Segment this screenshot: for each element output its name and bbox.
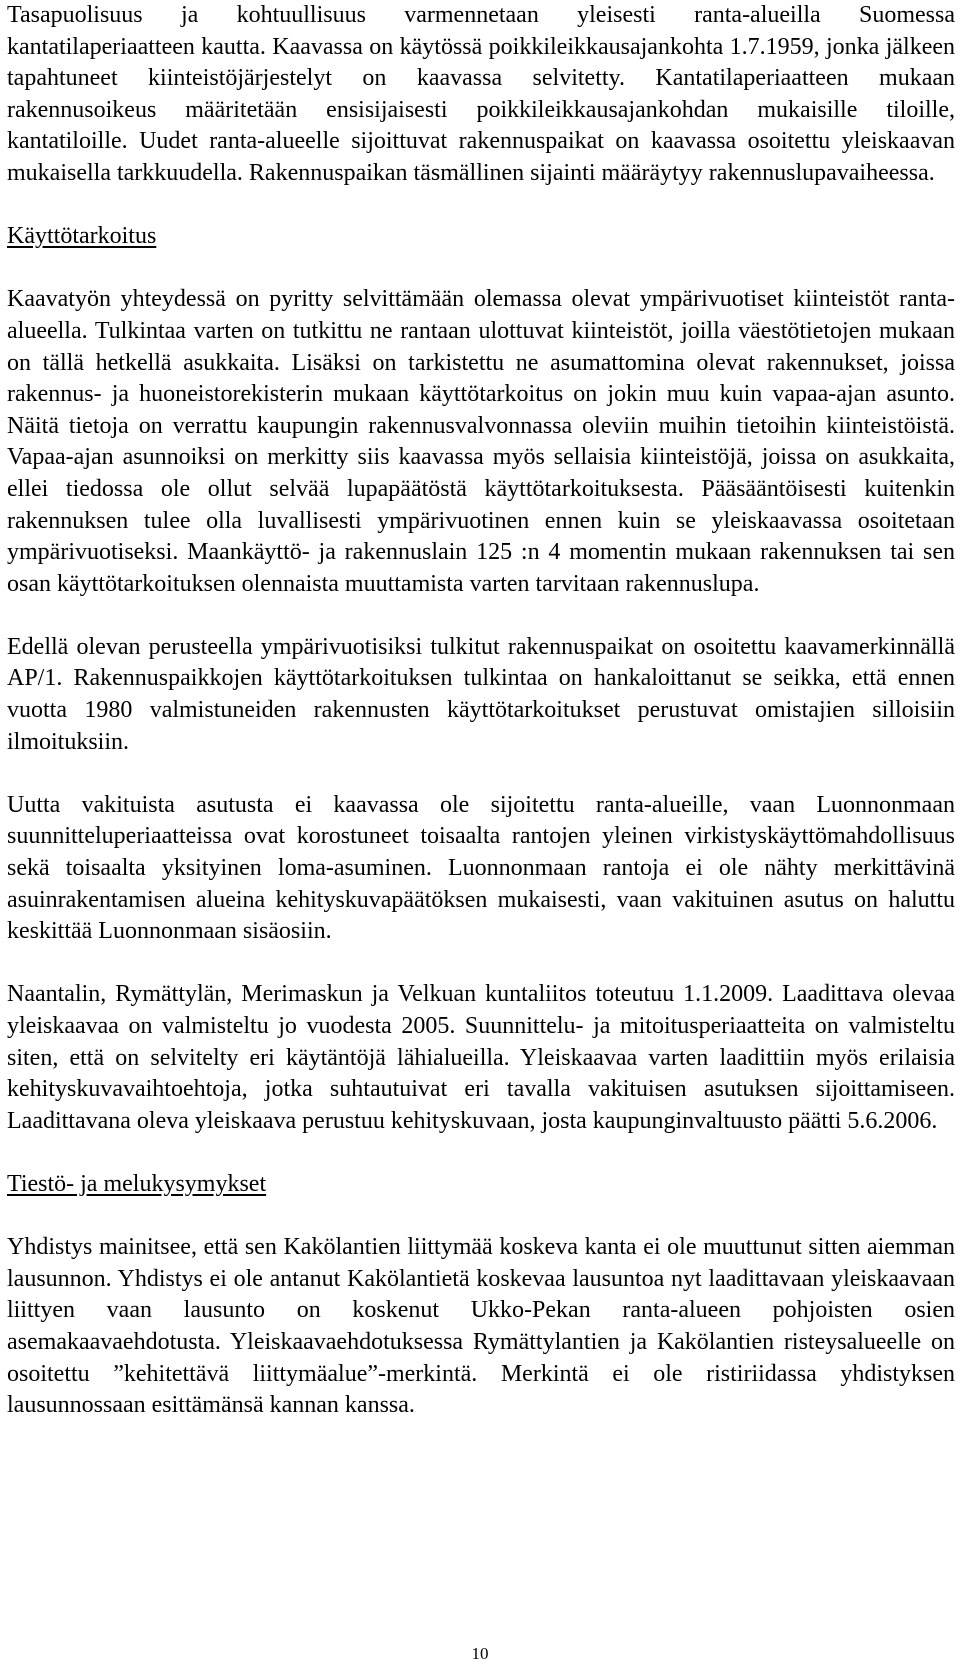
paragraph-spacer — [7, 758, 955, 790]
paragraph-spacer — [7, 600, 955, 632]
paragraph-kaavatyo: Kaavatyön yhteydessä on pyritty selvittämään olemassa olevat ympärivuotiset kiinteistöt ranta-alueella. Tulkintaa varten on tutkittu ne rantaan ulottuvat kiinteistöt, joilla väestötietojen mukaan on tällä hetkellä asukkaita. Lisäksi on tarkistettu ne asumattomina olevat rakennukset, joissa rakennus- ja huoneistorekisterin mukaan käyttötarkoitus on jokin muu kuin vapaa-ajan asunto. Näitä tietoja on verrattu kaupungin rakennusvalvonnassa oleviin muihin tietoihin kiinteistöistä. Vapaa-ajan asunnoiksi on merkitty siis kaavassa myös sellaisia kiinteistöjä, joissa on asukkaita, ellei tiedossa ole ollut selvää lupapäätöstä käyttötarkoituksesta. Pääsääntöisesti kuitenkin rakennuksen tulee olla luvallisesti ympärivuotinen ennen kuin se yleiskaavassa osoitetaan ympärivuotiseksi. Maankäyttö- ja rakennuslain 125 :n 4 momentin mukaan rakennuksen tai sen osan käyttötarkoituksen olennaista muuttamista varten tarvitaan rakennuslupa. — [7, 286, 955, 597]
paragraph-spacer — [7, 1201, 955, 1233]
paragraph-ap1: Edellä olevan perusteella ympärivuotisiksi tulkitut rakennuspaikat on osoitettu kaavamerkinnällä AP/1. Rakennuspaikkojen käyttötarkoituksen tulkintaa on hankaloittanut se seikka, että ennen vuotta 1980 valmistuneiden rakennusten käyttötarkoitukset perustuvat omistajien silloisiin ilmoituksiin. — [7, 633, 955, 755]
section-heading-tiesto: Tiestö- ja melukysymykset — [7, 1170, 267, 1197]
paragraph-vakituinen-asutus: Uutta vakituista asutusta ei kaavassa ole sijoitettu ranta-alueille, vaan Luonnonmaan suunnitteluperiaatteissa ovat korostuneet toisaalta rantojen yleinen virkistyskäyttömahdollisuus sekä toisaalta yksityinen loma-asuminen. Luonnonmaan rantoja ei ole nähty merkittävinä asuinrakentamisen alueina kehityskuvapäätöksen mukaisesti, vaan vakituinen asutus on haluttu keskittää Luonnonmaan sisäosiin. — [7, 791, 955, 945]
section-heading-kayttotarkoitus: Käyttötarkoitus — [7, 223, 157, 250]
paragraph-spacer — [7, 948, 955, 980]
document-body — [7, 0, 955, 1422]
paragraph-spacer — [7, 190, 955, 222]
paragraph-spacer — [7, 253, 955, 285]
paragraph-kantatilaperiaate: Tasapuolisuus ja kohtuullisuus varmennetaan yleisesti ranta-alueilla Suomessa kantatilaperiaatteen kautta. Kaavassa on käytössä poikkileikkausajankohta 1.7.1959, jonka jälkeen tapahtuneet kiinteistöjärjestelyt on kaavassa selvitetty. Kantatilaperiaatteen mukaan rakennusoikeus määritetään ensisijaisesti poikkileikkausajankohdan mukaisille tiloille, kantatiloille. Uudet ranta-alueelle sijoittuvat rakennuspaikat on kaavassa osoitettu yleiskaavan mukaisella tarkkuudella. Rakennuspaikan täsmällinen sijainti määräytyy rakennuslupavaiheessa. — [7, 2, 955, 186]
paragraph-kuntaliitos: Naantalin, Rymättylän, Merimaskun ja Velkuan kuntaliitos toteutuu 1.1.2009. Laadittava olevaa yleiskaavaa on valmisteltu jo vuodesta 2005. Suunnittelu- ja mitoitusperiaatteita on valmisteltu siten, että on selvitelty eri käytäntöjä lähialueilla. Yleiskaavaa varten laadittiin myös erilaisia kehityskuvavaihtoehtoja, jotka suhtautuivat eri tavalla vakituisen asutuksen sijoittamiseen. Laadittavana oleva yleiskaava perustuu kehityskuvaan, josta kaupunginvaltuusto päätti 5.6.2006. — [7, 981, 955, 1134]
paragraph-yhdistys: Yhdistys mainitsee, että sen Kakölantien liittymää koskeva kanta ei ole muuttunut sitten aiemman lausunnon. Yhdistys ei ole antanut Kakölantietä koskevaa lausuntoa nyt laadittavaan yleiskaavaan liittyen vaan lausunto on koskenut Ukko-Pekan ranta-alueen pohjoisten osien asemakaavaehdotusta. Yleiskaavaehdotuksessa Rymättylantien ja Kakölantien risteysalueelle on osoitettu ”kehitettävä liittymäalue”-merkintä. Merkintä ei ole ristiriidassa yhdistyksen lausunnossaan esittämänsä kannan kanssa. — [7, 1234, 955, 1419]
paragraph-spacer — [7, 1137, 955, 1169]
page-number: 10 — [471, 1644, 489, 1663]
